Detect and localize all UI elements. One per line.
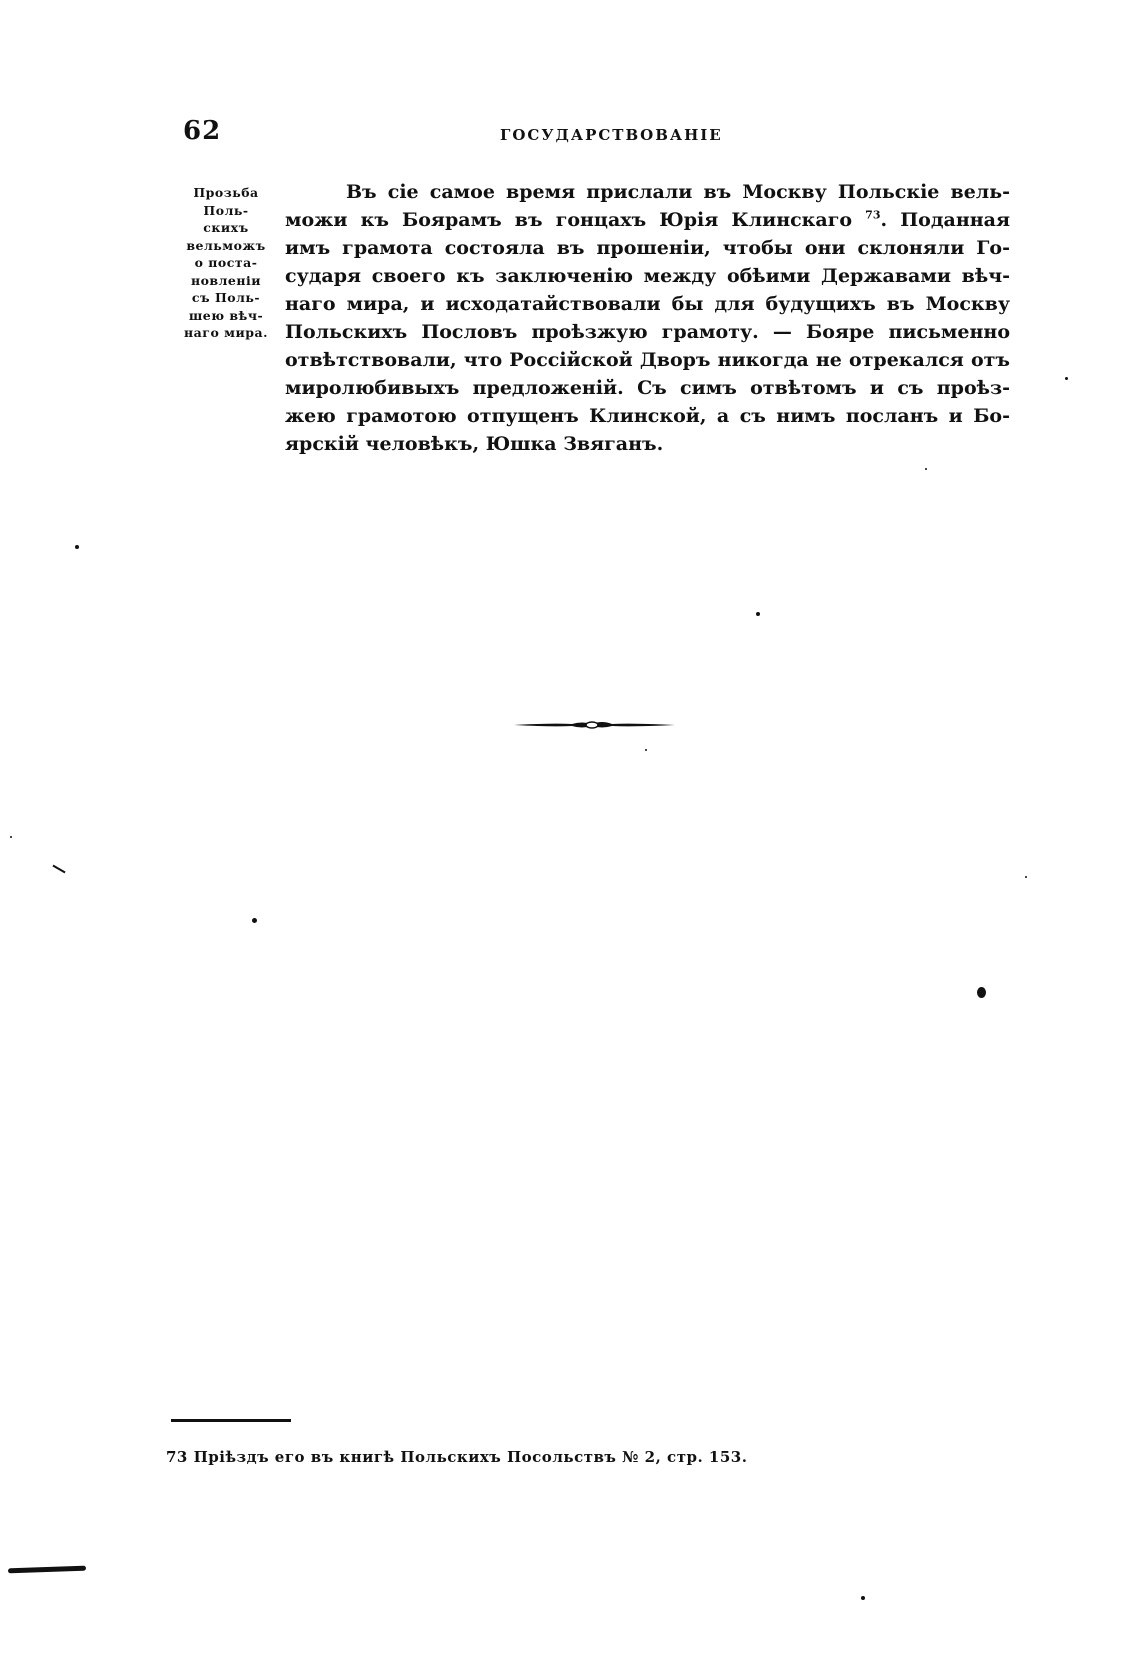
section-ornament [512, 718, 677, 732]
scan-speck [75, 545, 79, 549]
text-line: сударя своего къ заключенію между обѣими Державами вѣч- [285, 265, 1010, 287]
footnote-rule [171, 1419, 291, 1422]
text-line: миролюбивыхъ предложеній. Съ симъ отвѣтомъ и съ проѣз- [285, 377, 1010, 399]
scan-speck [925, 468, 927, 470]
footnote-number: 73 [166, 1448, 188, 1466]
side-note-line: вельможъ [186, 237, 266, 253]
main-text [285, 178, 1010, 458]
side-note-line: скихъ [203, 220, 249, 235]
scan-speck [252, 918, 257, 923]
side-note-line: Поль- [203, 202, 249, 218]
text-line: ярскій человѣкъ, Юшка Звяганъ. [285, 433, 664, 455]
footnote [166, 1448, 747, 1466]
scan-speck [977, 987, 986, 998]
side-note-line: Прозьба [193, 185, 259, 200]
side-note-line: шею вѣч- [188, 307, 264, 323]
text-line: отвѣтствовали, что Россійской Дворъ никогда не отрекался отъ [285, 349, 1010, 371]
page-number: 62 [183, 116, 222, 146]
scan-speck [756, 612, 760, 616]
text-fragment: . Поданная [880, 209, 1010, 231]
scan-speck [1025, 876, 1027, 878]
side-note [172, 184, 280, 342]
side-note-line: наго мира. [184, 325, 268, 340]
footnote-ref: 73 [865, 208, 881, 222]
text-line [285, 206, 1010, 234]
scan-speck [861, 1596, 865, 1600]
side-note-line: о поста- [194, 255, 258, 270]
running-head: ГОСУДАРСТВОВАНІЕ [500, 126, 723, 144]
side-note-line: новленіи [190, 272, 262, 288]
scan-mark [52, 865, 65, 874]
text-fragment: можи къ Боярамъ въ гонцахъ Юрія Клинскаго [285, 209, 853, 231]
scan-speck [10, 836, 12, 838]
footnote-text: Пріѣздъ его въ книгѣ Польскихъ Посольствъ № 2, стр. 153. [193, 1448, 748, 1466]
scan-mark [8, 1566, 86, 1574]
scan-speck [1065, 377, 1068, 380]
text-line: Въ сіе самое время прислали въ Москву Польскіе вель- [346, 181, 1010, 203]
text-line: наго мира, и исходатайствовали бы для будущихъ въ Москву [285, 293, 1010, 315]
scan-speck [645, 749, 647, 751]
text-line: жею грамотою отпущенъ Клинской, а съ нимъ посланъ и Бо- [285, 405, 1010, 427]
side-note-line: съ Поль- [191, 290, 261, 305]
text-line: имъ грамота состояла въ прошеніи, чтобы они склоняли Го- [285, 237, 1010, 259]
text-line: Польскихъ Пословъ проѣзжую грамоту. — Бояре письменно [285, 321, 1010, 343]
